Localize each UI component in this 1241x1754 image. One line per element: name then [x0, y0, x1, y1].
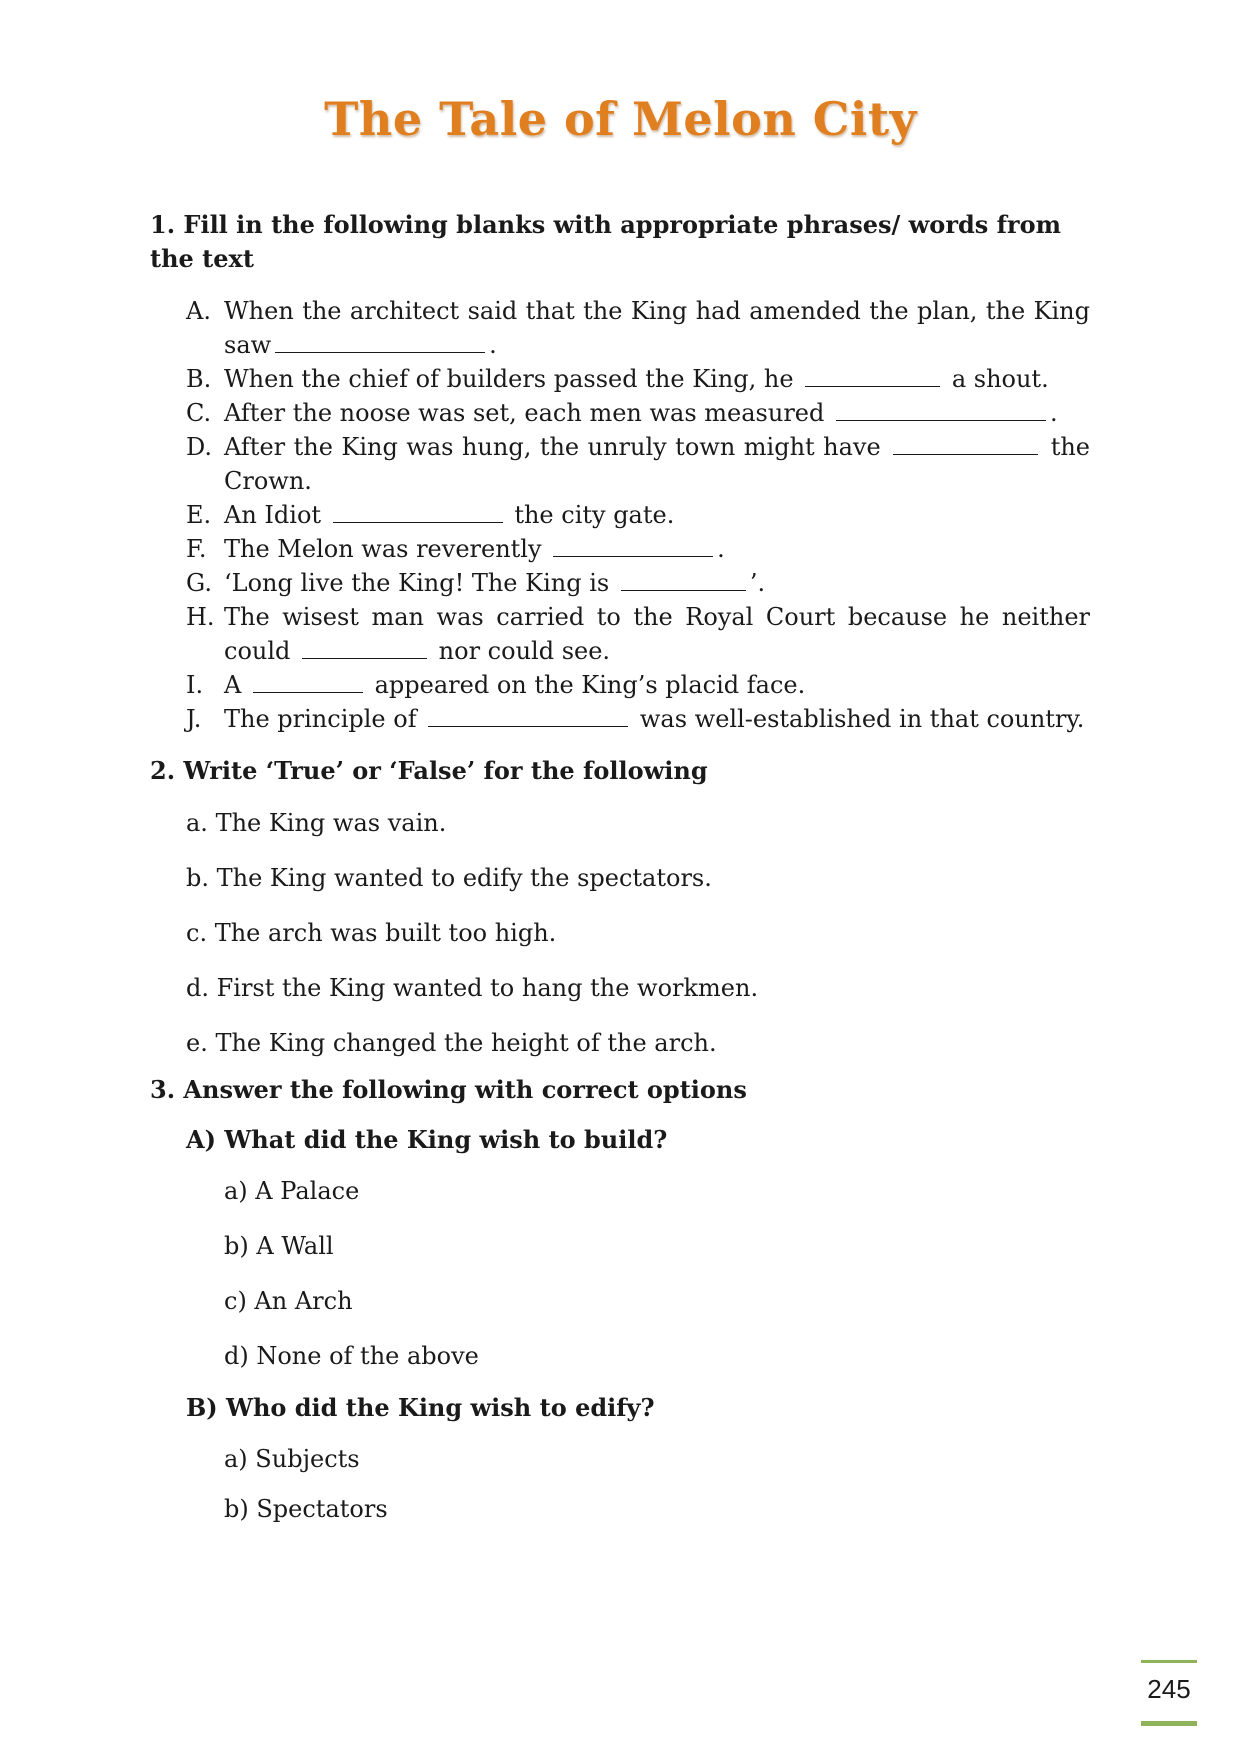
q1-item-a [186, 294, 1090, 362]
q1-list [186, 294, 1090, 736]
q1-item-text: The principle of [224, 705, 417, 733]
q1-item-label: B. [186, 365, 212, 393]
q3-heading: 3. Answer the following with correct options [150, 1075, 747, 1104]
option-item: c) An Arch [224, 1287, 353, 1315]
q1-item-label: E. [186, 501, 212, 529]
q1-item-j [186, 702, 1090, 736]
q1-item-text: the city gate. [514, 501, 675, 529]
q1-item-label: A. [186, 297, 211, 325]
option-item: a) A Palace [224, 1177, 360, 1205]
option-item: d) None of the above [224, 1342, 479, 1370]
q1-item-label: F. [186, 535, 207, 563]
blank-line [275, 351, 485, 353]
q2-item: d. First the King wanted to hang the workmen. [186, 974, 759, 1002]
q1-item-label: D. [186, 433, 213, 461]
worksheet-body [150, 208, 1090, 1539]
q1-item-text: the Crown. [224, 433, 1090, 495]
q1-item-text: ‘Long live the King! The King is [224, 569, 610, 597]
q1-item-f [186, 532, 1090, 566]
q1-item-text: . [717, 535, 725, 563]
q1-item-text: A [224, 671, 242, 699]
q1-item-text: After the noose was set, each men was measured [224, 399, 825, 427]
blank-line [253, 691, 363, 693]
q1-item-text: An Idiot [224, 501, 322, 529]
q1-item-text: . [489, 331, 497, 359]
q1-item-label: G. [186, 569, 212, 597]
blank-line [893, 453, 1038, 455]
q1-item-label: C. [186, 399, 212, 427]
page-title: The Tale of Melon City [324, 92, 917, 146]
q1-item-text: a shout. [951, 365, 1049, 393]
q1-item-b [186, 362, 1090, 396]
q2-item: b. The King wanted to edify the spectators. [186, 864, 712, 892]
q1-item-text: ’. [749, 569, 766, 597]
q2-list [186, 796, 1090, 1071]
blank-line [333, 521, 503, 523]
q1-item-g [186, 566, 1090, 600]
q1-item-text: was well-established in that country. [639, 705, 1085, 733]
q1-item-text: After the King was hung, the unruly town might have [224, 433, 881, 461]
page-number: 245 [1141, 1660, 1197, 1726]
q1-item-text: The wisest man was carried to the Royal Court because he neither could [224, 603, 1090, 665]
blank-line [553, 555, 713, 557]
q1-item-label: J. [186, 705, 202, 733]
q1-item-text: The Melon was reverently [224, 535, 542, 563]
q2-item: a. The King was vain. [186, 809, 447, 837]
q3b-options [224, 1439, 1090, 1539]
blank-line [836, 419, 1046, 421]
option-item: b) Spectators [224, 1495, 388, 1523]
q1-item-text: When the architect said that the King had amended the plan, the King saw [224, 297, 1090, 359]
q1-item-i [186, 668, 1090, 702]
q2-heading: 2. Write ‘True’ or ‘False’ for the following [150, 756, 708, 785]
q1-item-e [186, 498, 1090, 532]
option-item: a) Subjects [224, 1445, 360, 1473]
blank-line [428, 725, 628, 727]
blank-line [621, 589, 746, 591]
q1-item-c [186, 396, 1090, 430]
q1-item-d [186, 430, 1090, 498]
blank-line [302, 657, 427, 659]
option-item: b) A Wall [224, 1232, 334, 1260]
q1-item-text: When the chief of builders passed the King, he [224, 365, 794, 393]
q1-item-label: I. [186, 671, 204, 699]
q1-item-text: appeared on the King’s placid face. [374, 671, 806, 699]
q1-item-h [186, 600, 1090, 668]
q3a-question: A) What did the King wish to build? [186, 1125, 668, 1154]
q3a-options [224, 1171, 1090, 1391]
blank-line [805, 385, 940, 387]
q1-item-text: nor could see. [438, 637, 611, 665]
q2-item: c. The arch was built too high. [186, 919, 557, 947]
q2-item: e. The King changed the height of the arch. [186, 1029, 717, 1057]
q1-heading: 1. Fill in the following blanks with appropriate phrases/ words from the text [150, 210, 1061, 273]
q3b-question: B) Who did the King wish to edify? [186, 1393, 655, 1422]
q1-item-label: H. [186, 603, 215, 631]
q1-item-text: . [1050, 399, 1058, 427]
